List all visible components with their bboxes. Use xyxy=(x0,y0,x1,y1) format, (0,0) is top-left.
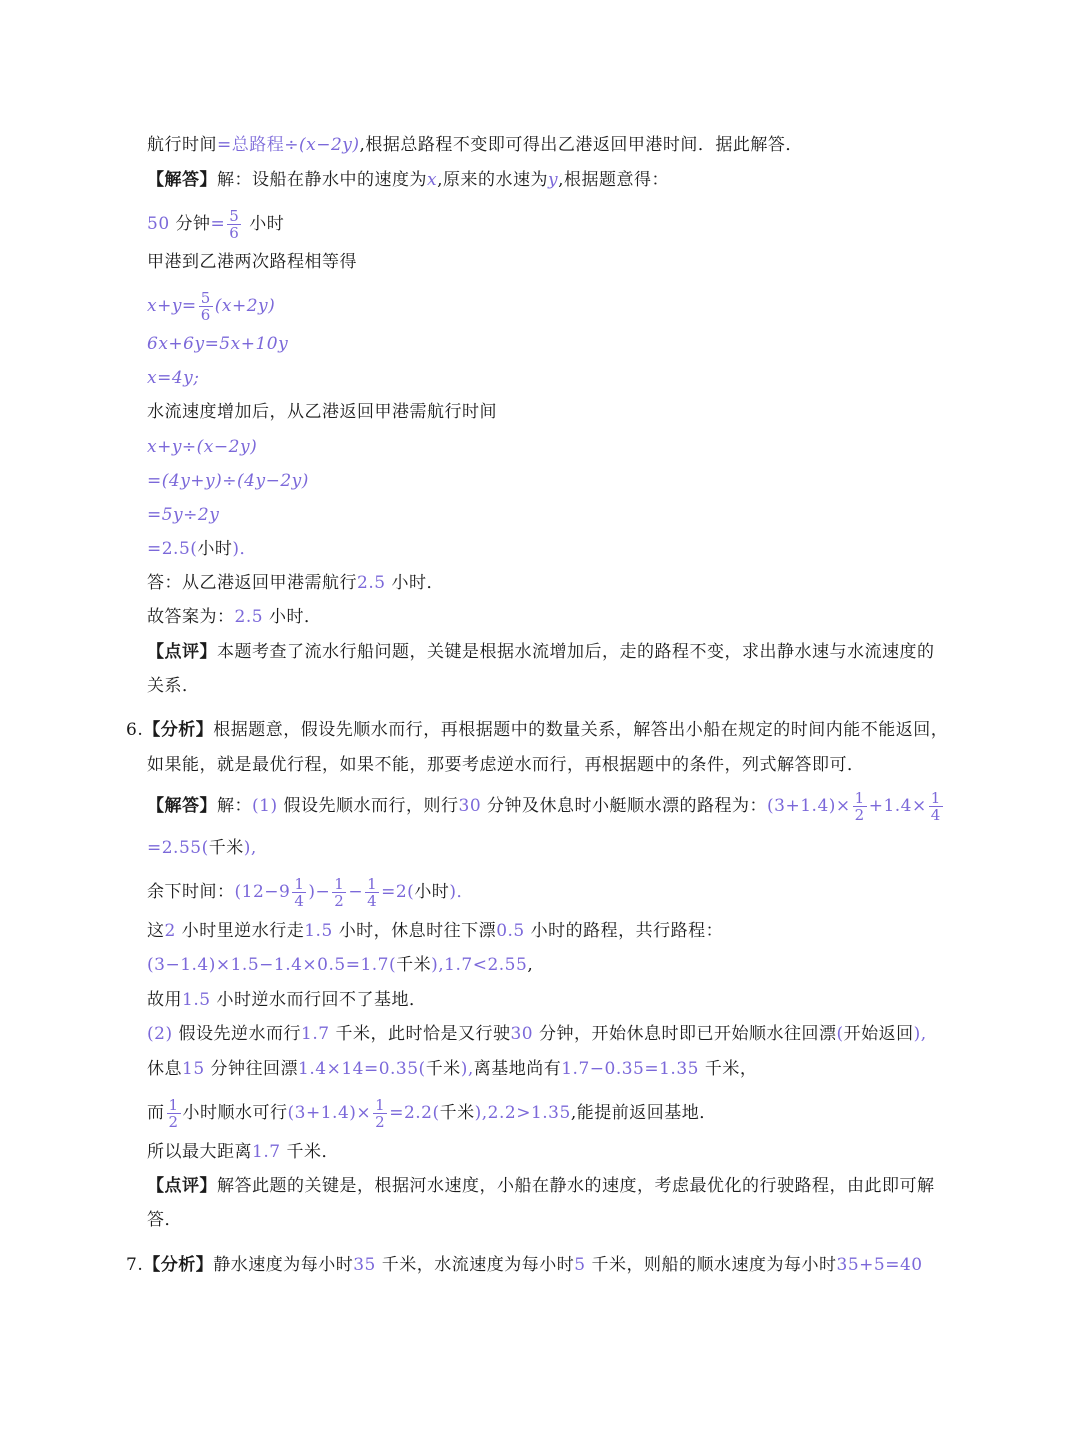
fraction: $\frac{1}{4}$ xyxy=(367,875,378,910)
fraction: $\frac{1}{4}$ xyxy=(294,875,305,910)
text-line: (2) 假设先逆水而行1.7 千米，此时恰是又行驶30 分钟，开始休息时即已开始顺水往回漂(开始返回), xyxy=(147,1024,927,1044)
math-line: =(4y+y)÷(4y−2y) xyxy=(147,471,309,491)
text-line: 故用1.5 小时逆水而行回不了基地． xyxy=(147,990,427,1010)
math-line: x+y= $\frac{5}{6}$ (x+2y) xyxy=(147,289,276,324)
text-line: 关系． xyxy=(147,676,200,696)
text-line: 航行时间=总路程÷(x−2y),根据总路程不变即可得出乙港返回甲港时间．据此解答． xyxy=(147,135,803,155)
math-line: =5y÷2y xyxy=(147,505,220,525)
fraction: $\frac{1}{2}$ xyxy=(168,1096,179,1131)
question-7-analysis: 7.【分析】静水速度为每小时35 千米，水流速度为每小时5 千米，则船的顺水速度为每小时35+5=40 xyxy=(126,1255,923,1275)
text-line: 这2 小时里逆水行走1.5 小时，休息时往下漂0.5 小时的路程，共行路程： xyxy=(147,921,724,941)
fraction: $\frac{1}{4}$ xyxy=(930,789,941,824)
text-line: 【解答】解：(1) 假设先顺水而行，则行30 分钟及休息时小艇顺水漂的路程为：(3+1.4)× $\frac{1}{2}$ +1.4× $\frac{1}{4}$ xyxy=(147,789,941,824)
text-line: 【点评】解答此题的关键是，根据河水速度，小船在静水的速度，考虑最优化的行驶路程，由此即可解 xyxy=(147,1176,935,1196)
text-line: 甲港到乙港两次路程相等得 xyxy=(147,252,357,272)
math-line: =2.55(千米), xyxy=(147,838,257,858)
fraction: $\frac{1}{2}$ xyxy=(375,1096,386,1131)
text-line: 休息15 分钟往回漂1.4×14=0.35(千米),离基地尚有1.7−0.35=1.35 千米， xyxy=(147,1059,758,1079)
fraction: $\frac{1}{2}$ xyxy=(854,789,865,824)
fraction: $\frac{1}{2}$ xyxy=(334,875,345,910)
text-line: 而 $\frac{1}{2}$ 小时顺水可行(3+1.4)× $\frac{1}{2}$ =2.2(千米),2.2>1.35,能提前返回基地． xyxy=(147,1096,717,1131)
text-line: 答． xyxy=(147,1210,182,1230)
fraction: $\frac{5}{6}$ xyxy=(200,289,211,324)
math-line: x=4y; xyxy=(147,368,200,388)
math-line: 6x+6y=5x+10y xyxy=(147,334,289,354)
text-line: 【解答】解：设船在静水中的速度为x,原来的水速为y,根据题意得： xyxy=(147,170,670,190)
text-line: 所以最大距离1.7 千米． xyxy=(147,1142,339,1162)
text-line: 余下时间：(12−9 $\frac{1}{4}$ )− $\frac{1}{2}$ − $\frac{1}{4}$ =2(小时)． xyxy=(147,875,474,910)
math-line: x+y÷(x−2y) xyxy=(147,437,258,457)
text-line: 如果能，就是最优行程，如果不能，那要考虑逆水而行，再根据题中的条件，列式解答即可． xyxy=(147,755,865,775)
text-line: 【点评】本题考查了流水行船问题，关键是根据水流增加后，走的路程不变，求出静水速与水流速度的 xyxy=(147,642,935,662)
fraction: $\frac{5}{6}$ xyxy=(229,207,240,242)
text-line: 50 分钟= $\frac{5}{6}$ 小时 xyxy=(147,207,285,242)
text-line: 故答案为：2.5 小时． xyxy=(147,607,322,627)
math-line: (3−1.4)×1.5−1.4×0.5=1.7(千米),1.7<2.55, xyxy=(147,955,534,975)
question-6-analysis: 6.【分析】根据题意，假设先顺水而行，再根据题中的数量关系，解答出小船在规定的时间内能不能返回， xyxy=(126,720,949,740)
text-line: 答：从乙港返回甲港需航行2.5 小时． xyxy=(147,573,444,593)
text-line: 水流速度增加后，从乙港返回甲港需航行时间 xyxy=(147,402,497,422)
math-line: =2.5(小时)． xyxy=(147,539,258,559)
